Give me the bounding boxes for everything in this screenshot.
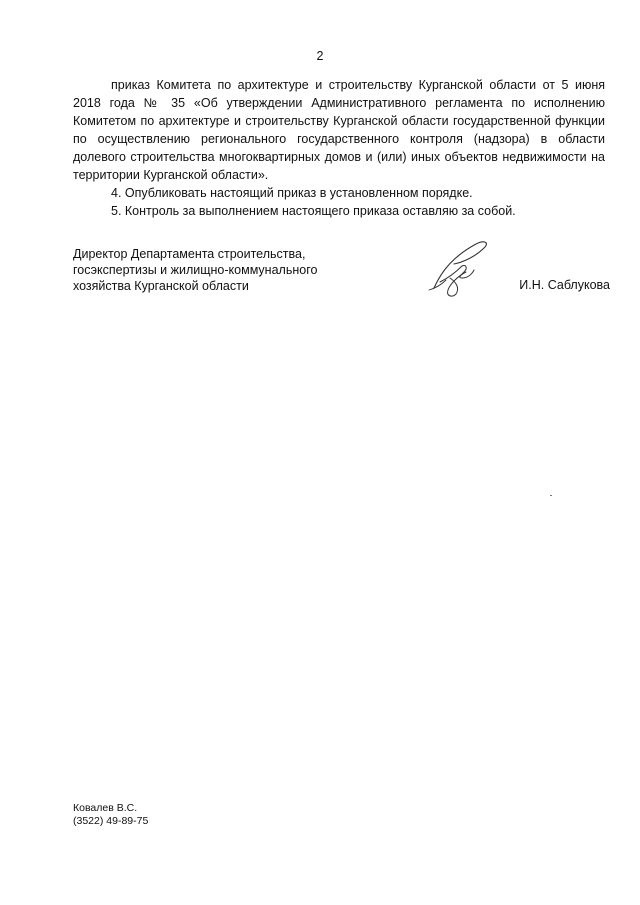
executor-info — [73, 802, 148, 828]
signatory-title-line-2: госэкспертизы и жилищно-коммунального — [73, 263, 318, 277]
signatory-title-line-3: хозяйства Курганской области — [73, 279, 249, 293]
executor-phone: (3522) 49-89-75 — [73, 815, 149, 827]
signatory-title — [73, 246, 317, 294]
handwritten-signature — [426, 238, 496, 300]
paragraph-item-5: 5. Контроль за выполнением настоящего приказа оставляю за собой. — [111, 204, 516, 218]
paragraph-order-reference: приказ Комитета по архитектуре и строительству Курганской области от 5 июня 2018 года № 35 «Об утверждении Административного регламента по исполнению Комитетом по архитектуре и строительству Курганской области государственной функции по осуществлению регионального государственного контроля (надзора) в области долевого строительства многоквартирных домов и (или) иных объектов недвижимости на территории Курганской области». — [73, 78, 605, 182]
signatory-name: И.Н. Саблукова — [519, 278, 610, 292]
page-number: 2 — [316, 49, 324, 63]
scan-speck — [550, 495, 552, 496]
document-body — [73, 76, 605, 220]
executor-name: Ковалев В.С. — [73, 802, 138, 814]
paragraph-item-4: 4. Опубликовать настоящий приказ в установленном порядке. — [111, 186, 473, 200]
signatory-title-line-1: Директор Департамента строительства, — [73, 247, 306, 261]
signature-block — [73, 246, 613, 306]
